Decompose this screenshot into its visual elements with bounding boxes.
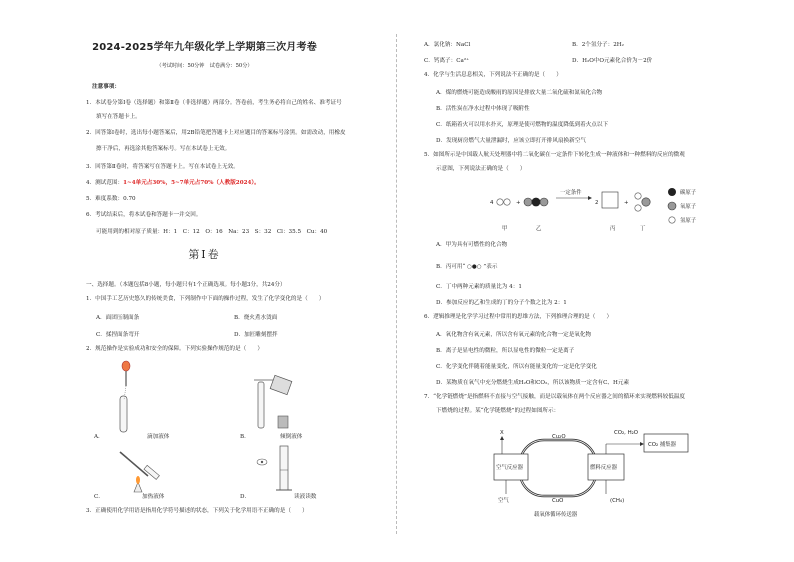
q4-option-b: B．活性炭在净水过程中体现了吸附性: [436, 106, 530, 112]
q4-option-c: C．纸箱着火可以用水扑灭，原理是使可燃物的温度降低到着火点以下: [436, 122, 609, 128]
q2-label-d: D．: [240, 494, 251, 500]
section-heading: 第Ⅰ卷: [188, 248, 221, 261]
products-label: CO₂, H₂O: [614, 430, 639, 436]
exam-title: 2024-2025学年九年级化学上学期第三次月考卷: [92, 42, 317, 53]
q4-option-d: D．发现厨房燃气大量泄漏时，应该立即打开排风扇换新空气: [436, 138, 586, 144]
q1-option-c: C．揉捏面条弯开: [96, 332, 140, 338]
molecule-icon: ○●○: [467, 264, 482, 270]
q6-option-a: A．氧化物含有氧元素，所以含有氧元素的化合物一定是氧化物: [436, 332, 592, 338]
exam-subtitle: （考试时间：50分钟 试卷满分：50分）: [156, 63, 253, 69]
name-bing: 丙: [610, 226, 616, 232]
q3-option-a: A．氯化钠：NaCl: [424, 42, 471, 48]
air-reactor-label: 空气反应器: [496, 465, 523, 471]
note-line: 擦干净后，再选涂其他答案标号。写在本试卷上无效。: [96, 146, 231, 152]
note-scope: 4．测试范围：1~4单元占30%，5~7单元占70%（人教版2024）。: [86, 180, 260, 186]
legend-carbon: 碳原子: [680, 190, 697, 196]
scope-red: 1~4单元占30%，5~7单元占70%（人教版2024）。: [123, 180, 260, 186]
q6-stem: 6．逻辑推理是化学学习过程中常用的思维方法，下列推理合理的是（ ）: [424, 314, 613, 320]
co2-collector-label: CO₂ 捕集器: [648, 442, 677, 448]
note-line: 填写在答题卡上。: [96, 114, 141, 120]
q6-option-d: D．某物质在氧气中充分燃烧生成H₂O和CO₂，所以该物质一定含有C、H元素: [436, 380, 630, 386]
fuel-input-label: (CH₄): [610, 498, 625, 504]
q4-stem: 4．化学与生活息息相关，下列说法不正确的是（ ）: [424, 72, 562, 78]
q5-option-b: B．丙可用“ ○●○ ”表示: [436, 264, 498, 270]
diagram-caption: 载氧体循环传送器: [534, 512, 578, 518]
q6-option-c: C．化学变化伴随着能量变化，所以有能量变化的一定是化学变化: [436, 364, 597, 370]
left-column: [12, 0, 397, 562]
bottom-oxide: CuO: [552, 498, 564, 504]
legend-hydrogen: 氢原子: [680, 218, 697, 224]
figure-cylinder: [252, 440, 312, 496]
atomic-masses: 可能用到的相对原子质量：H：1 C：12 O：16 Na：23 S：32 Cl：35.5 Cu：40: [96, 229, 328, 235]
fuel-reactor-label: 燃料反应器: [590, 465, 617, 471]
q1-option-a: A．面团压制面条: [96, 315, 140, 321]
name-yi: 乙: [536, 226, 542, 232]
q2-caption-d: 读液读数: [294, 494, 317, 500]
figure-heating: [110, 446, 180, 496]
q5-option-a: A．甲为具有可燃性的化合物: [436, 242, 508, 248]
name-ding: 丁: [640, 226, 646, 232]
x-label: X: [500, 430, 504, 436]
q2-label-b: B．: [240, 434, 250, 440]
right-column: [400, 0, 785, 562]
q3-option-d: D．H₂O中O元素化合价为－2价: [572, 58, 653, 64]
q3-option-b: B．2个氢分子：2H₂: [572, 42, 624, 48]
q6-option-b: B．离子是显电性的微粒，所以显电性的微粒一定是离子: [436, 348, 575, 354]
q2-caption-a: 滴加液体: [147, 434, 170, 440]
q1-option-d: D．加匠雕刻摆拌: [234, 332, 278, 338]
q2-caption-b: 倾倒液体: [280, 434, 303, 440]
figure-pouring: [244, 372, 314, 438]
q2-label-a: A．: [94, 434, 104, 440]
q1-option-b: B．烧火煮水烫面: [234, 315, 278, 321]
coef-left: 4: [490, 200, 494, 206]
q7-stem-2: 下燃烧的过程。某“化学链燃烧”的过程如图所示：: [436, 408, 560, 414]
svg-text:+: +: [516, 200, 521, 206]
q5-option-d: D．参加反应的乙和生成的丁的分子个数之比为 2：1: [436, 300, 567, 306]
coef-right: 2: [595, 200, 599, 206]
q2-caption-c: 加热液体: [142, 494, 165, 500]
reaction-condition: 一定条件: [560, 190, 582, 196]
q5-option-c: C．丁中两种元素的质量比为 4：1: [436, 284, 522, 290]
note-line: 3．回答第Ⅱ卷时，将答案写在答题卡上。写在本试卷上无效。: [86, 164, 239, 170]
air-input-label: 空气: [498, 498, 509, 504]
q3-stem: 3．正确使用化学用语是指用化学符号描述的状态，下列关于化学用语不正确的是（ ）: [86, 508, 308, 514]
top-oxide: Cu₂O: [552, 434, 566, 440]
note-line: 5．难度系数：0.70: [86, 196, 136, 202]
name-jia: 甲: [502, 226, 508, 232]
note-line: 2．回答第Ⅰ卷时，选出每小题答案后，用2B铅笔把答题卡上对应题目的答案标号涂黑。如需改动，用橡皮: [86, 130, 346, 136]
q4-option-a: A．煤的燃烧可能造成酸雨的原因是排放大量二氧化硫和氮氧化合物: [436, 90, 603, 96]
note-line: 6．考试结束后，将本试卷和答题卡一并交回。: [86, 212, 202, 218]
q2-stem: 2．规范操作是实验成功和安全的保障。下列实验操作规范的是（ ）: [86, 346, 263, 352]
svg-text:+: +: [624, 200, 629, 206]
q5-stem-1: 5．如图所示是中国载人航天处理器中将二氧化碳在一定条件下转化生成一种液体和一种燃料的反应的微观: [424, 152, 685, 158]
q2-label-c: C．: [94, 494, 104, 500]
figure-dropper: [100, 358, 170, 438]
q7-stem-1: 7．“化学链燃烧”是指燃料不直接与空气接触，而是以载氧体在两个反应器之间的循环来实现燃料较低温度: [424, 394, 685, 400]
section-instruction: 一、选择题。（本题包括8小题，每小题只有1个正确选项。每小题3分，共24分）: [86, 282, 286, 288]
notes-heading: 注意事项：: [92, 84, 120, 90]
q1-stem: 1．中国手工艺历史悠久的传统美食，下列制作中下面的操作过程，发生了化学变化的是（ ）: [86, 296, 325, 302]
q5-stem-2: 示意图，下列说法正确的是（ ）: [436, 166, 526, 172]
legend-oxygen: 氧原子: [680, 204, 697, 210]
reaction-diagram: [480, 182, 710, 234]
chemical-looping-diagram: [490, 422, 700, 520]
q3-option-c: C．钙离子：Ca²⁺: [424, 58, 470, 64]
note-line: 1．本试卷分第Ⅰ卷（选择题）和第Ⅱ卷（非选择题）两部分。答卷前，考生务必将自己的姓名、准考证号: [86, 100, 342, 106]
